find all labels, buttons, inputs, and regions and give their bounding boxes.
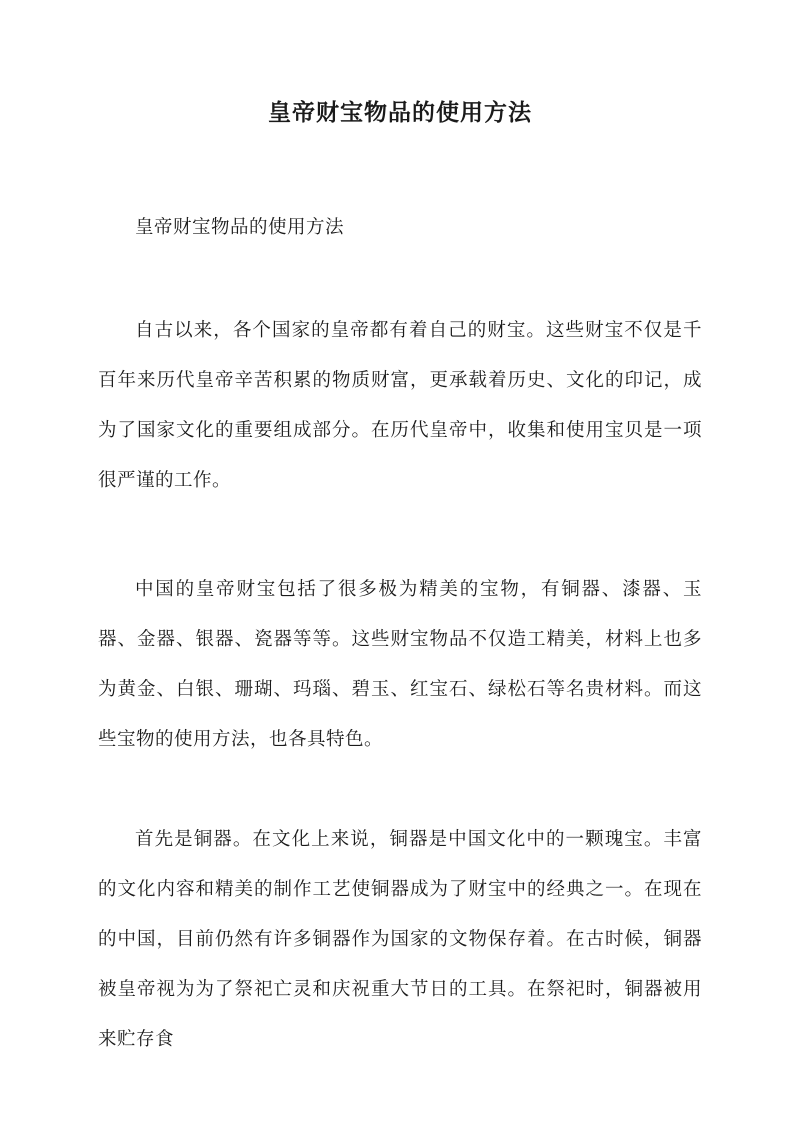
paragraph-3: 首先是铜器。在文化上来说，铜器是中国文化中的一颗瑰宝。丰富的文化内容和精美的制作工艺使铜器成为了财宝中的经典之一。在现在的中国，目前仍然有许多铜器作为国家的文物保存着。在古时候，铜器被皇帝视为为了祭祀亡灵和庆祝重大节日的工具。在祭祀时，铜器被用来贮存食 xyxy=(98,829,702,1050)
paragraph-2: 中国的皇帝财宝包括了很多极为精美的宝物，有铜器、漆器、玉器、金器、银器、瓷器等等。这些财宝物品不仅造工精美，材料上也多为黄金、白银、珊瑚、玛瑙、碧玉、红宝石、绿松石等名贵材料。而这些宝物的使用方法，也各具特色。 xyxy=(98,579,702,750)
document-subtitle: 皇帝财宝物品的使用方法 xyxy=(135,217,345,238)
document-title: 皇帝财宝物品的使用方法 xyxy=(268,99,532,126)
paragraph-1: 自古以来，各个国家的皇帝都有着自己的财宝。这些财宝不仅是千百年来历代皇帝辛苦积累的物质财富，更承载着历史、文化的印记，成为了国家文化的重要组成部分。在历代皇帝中，收集和使用宝贝是一项很严谨的工作。 xyxy=(98,320,702,491)
